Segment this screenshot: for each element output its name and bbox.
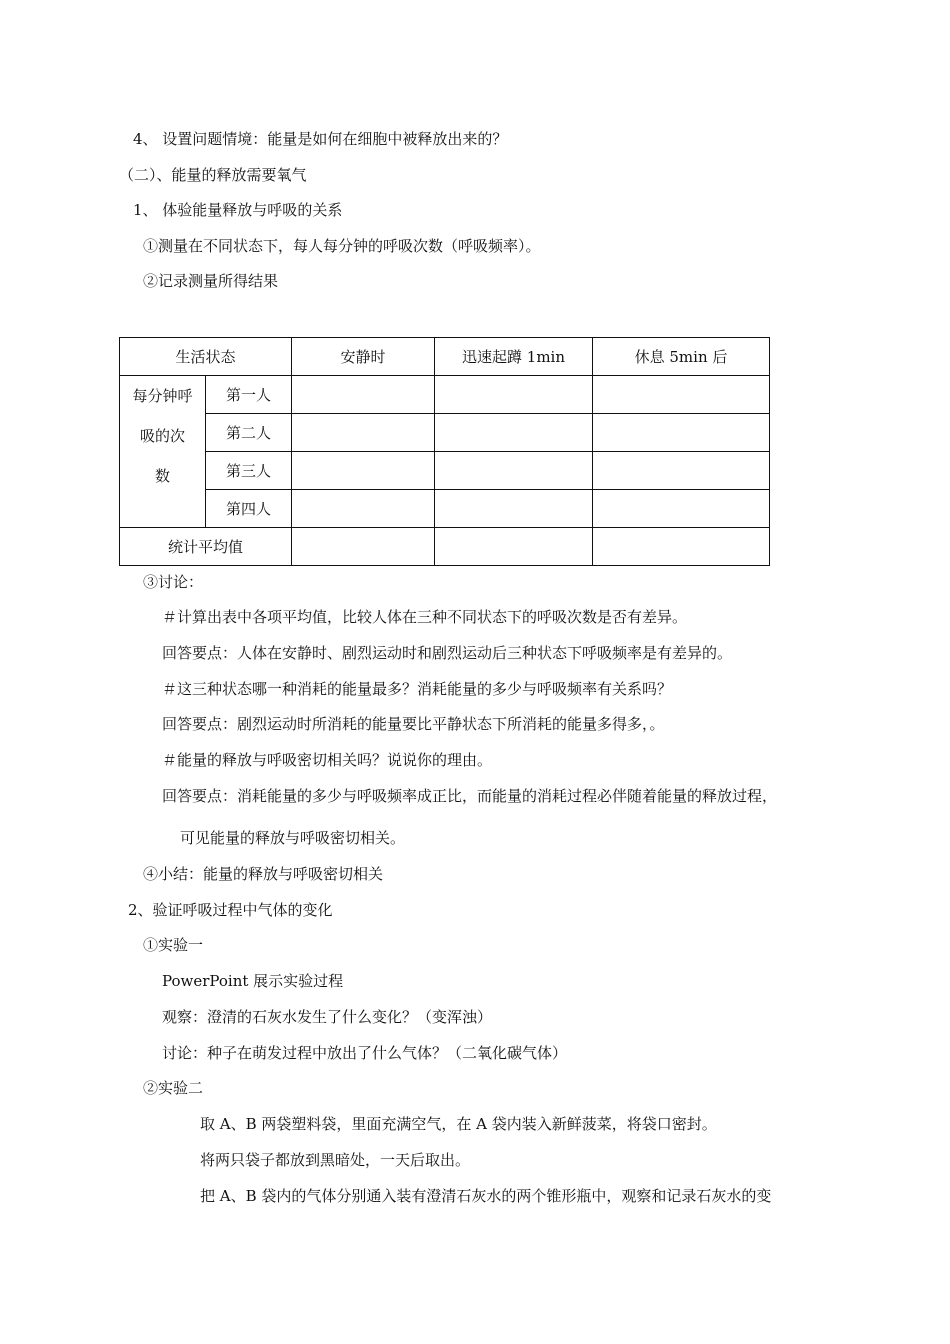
text-line: 把 A、B 袋内的气体分别通入装有澄清石灰水的两个锥形瓶中，观察和记录石灰水的变 xyxy=(200,1187,772,1205)
text-line: ②实验二 xyxy=(143,1079,204,1097)
question-line: ＃这三种状态哪一种消耗的能量最多？消耗能量的多少与呼吸频率有关系吗？ xyxy=(162,680,673,698)
row-group-label xyxy=(120,376,206,528)
average-label: 统计平均值 xyxy=(120,528,292,566)
person-label: 第四人 xyxy=(206,490,292,528)
table-cell xyxy=(435,376,593,414)
table-cell xyxy=(435,452,593,490)
question-line: ＃计算出表中各项平均值，比较人体在三种不同状态下的呼吸次数是否有差异。 xyxy=(162,608,688,626)
text-line: ①测量在不同状态下，每人每分钟的呼吸次数（呼吸频率）。 xyxy=(143,237,541,255)
subsection-heading: 1、 体验能量释放与呼吸的关系 xyxy=(133,201,343,219)
header-rest: 安静时 xyxy=(292,338,435,376)
respiration-table xyxy=(119,337,770,566)
table-cell xyxy=(292,376,435,414)
subsection-heading: 2、验证呼吸过程中气体的变化 xyxy=(128,901,333,919)
text-line: 取 A、B 两袋塑料袋，里面充满空气，在 A 袋内装入新鲜菠菜，将袋口密封。 xyxy=(200,1115,717,1133)
table-cell xyxy=(292,414,435,452)
table-cell xyxy=(435,414,593,452)
row-group-label-part: 每分钟呼 xyxy=(132,387,193,405)
summary-line: ④小结：能量的释放与呼吸密切相关 xyxy=(143,865,384,883)
table-cell xyxy=(593,376,770,414)
text-line: ①实验一 xyxy=(143,936,204,954)
table-cell xyxy=(292,452,435,490)
text-line: ②记录测量所得结果 xyxy=(143,272,279,290)
answer-line: 回答要点：人体在安静时、剧烈运动时和剧烈运动后三种状态下呼吸频率是有差异的。 xyxy=(162,644,733,662)
text-line: 观察：澄清的石灰水发生了什么变化？（变浑浊） xyxy=(162,1008,493,1026)
table-cell xyxy=(292,490,435,528)
text-line: ③讨论： xyxy=(143,573,204,591)
table-cell xyxy=(435,490,593,528)
row-group-label-part: 数 xyxy=(154,467,170,485)
header-after: 休息 5min 后 xyxy=(593,338,770,376)
answer-line: 回答要点：消耗能量的多少与呼吸频率成正比，而能量的消耗过程必伴随着能量的释放过程， xyxy=(162,787,778,805)
section-heading: （二）、能量的释放需要氧气 xyxy=(119,166,307,184)
person-label: 第二人 xyxy=(206,414,292,452)
text-line: PowerPoint 展示实验过程 xyxy=(162,972,344,990)
text-line: 4、 设置问题情境：能量是如何在细胞中被释放出来的？ xyxy=(133,130,508,148)
table-cell xyxy=(292,528,435,566)
table-cell xyxy=(435,528,593,566)
header-state: 生活状态 xyxy=(120,338,292,376)
person-label: 第一人 xyxy=(206,376,292,414)
table-cell xyxy=(593,528,770,566)
table-cell xyxy=(593,414,770,452)
question-line: ＃能量的释放与呼吸密切相关吗？说说你的理由。 xyxy=(162,751,493,769)
table-cell xyxy=(593,490,770,528)
row-group-label-part: 吸的次 xyxy=(139,427,185,445)
text-line: 讨论：种子在萌发过程中放出了什么气体？（二氧化碳气体） xyxy=(162,1044,568,1062)
text-line: 将两只袋子都放到黑暗处，一天后取出。 xyxy=(200,1151,471,1169)
header-squat: 迅速起蹲 1min xyxy=(435,338,593,376)
person-label: 第三人 xyxy=(206,452,292,490)
answer-line: 回答要点：剧烈运动时所消耗的能量要比平静状态下所消耗的能量多得多，。 xyxy=(162,715,665,733)
answer-line: 可见能量的释放与呼吸密切相关。 xyxy=(180,829,406,847)
table-cell xyxy=(593,452,770,490)
